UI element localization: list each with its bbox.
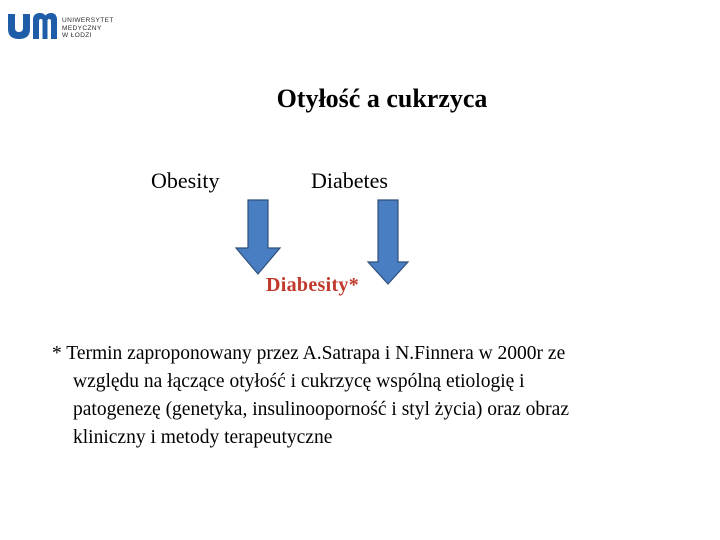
obesity-label: Obesity: [151, 168, 220, 193]
logo-text-line: UNIWERSYTET: [62, 17, 114, 24]
footnote-marker: *: [348, 274, 360, 296]
footnote-line: kliniczny i metody terapeutyczne: [73, 427, 333, 448]
footnote-line: * Termin zaproponowany przez A.Satrapa i N.Finnera w 2000r ze: [52, 343, 566, 364]
left-down-arrow-icon: [236, 200, 280, 274]
footnote-line: względu na łączące otyłość i cukrzycę wspólną etiologię i: [73, 371, 525, 392]
footnote-paragraph: [52, 340, 702, 452]
diabetes-label: Diabetes: [311, 168, 388, 193]
slide-title: Otyłość a cukrzyca: [276, 84, 488, 113]
diabesity-word: Diabesity: [266, 274, 349, 296]
diabesity-term: [266, 274, 359, 297]
right-down-arrow-icon: [368, 200, 408, 284]
logo-text-line: W ŁODZI: [62, 32, 92, 39]
footnote-line: patogenezę (genetyka, insulinooporność i styl życia) oraz obraz: [73, 399, 569, 420]
logo-text-line: MEDYCZNY: [62, 24, 102, 32]
